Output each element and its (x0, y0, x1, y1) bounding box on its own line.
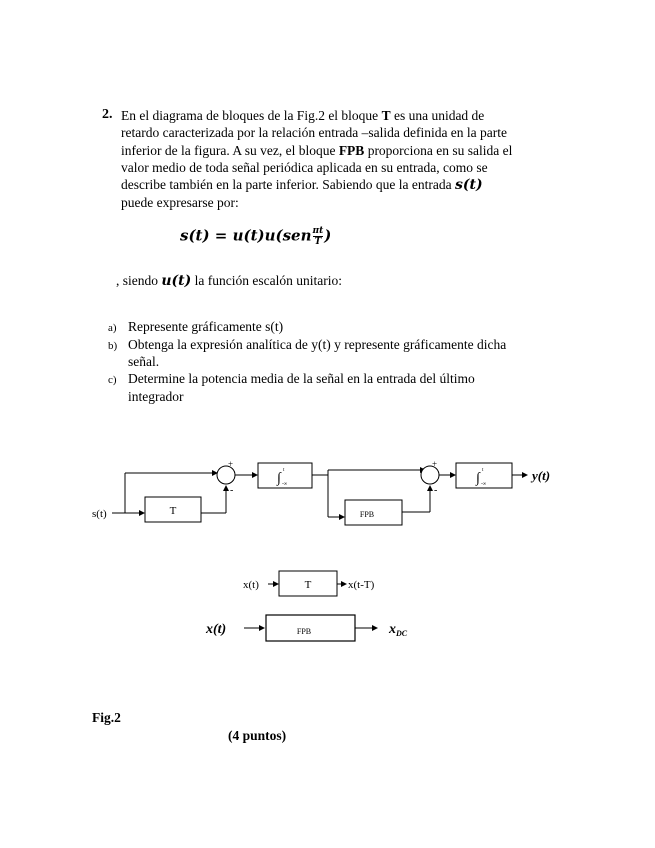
fpb-legend-output-sub: DC (396, 629, 408, 638)
after-formula-line (116, 272, 342, 290)
item-b-label: b) (108, 340, 118, 352)
paragraph-text: describe también en la parte inferior. Sabiendo que la entrada (121, 177, 455, 193)
paragraph-text: retardo caracterizada por la relación entrada –salida definida en la parte (121, 125, 508, 141)
integrator-2-upper: t (482, 468, 484, 473)
summer-2-minus: - (434, 485, 438, 496)
paragraph-line (121, 176, 591, 194)
delay-legend (240, 568, 390, 600)
summer-2-plus: + (432, 459, 438, 469)
input-label: s(t) (92, 508, 107, 520)
unit-step-symbol: u(t) (161, 273, 192, 289)
paragraph-line (121, 124, 591, 141)
formula-frac-num: πt (312, 226, 324, 236)
integrator-2-symbol: ∫ (476, 471, 480, 486)
paragraph-line (121, 194, 591, 211)
fpb-legend (200, 610, 430, 646)
integrator-2-lower: -∞ (481, 482, 487, 487)
item-a-text: Represente gráficamente s(t) (128, 319, 284, 334)
formula-rhs: ) (324, 226, 332, 245)
fpb-legend-output (388, 622, 408, 638)
question-paragraph (121, 107, 591, 212)
integrator-1-symbol: ∫ (277, 471, 281, 486)
formula-lhs: s(t) = u(t)u(sen (180, 226, 312, 245)
item-b-cont: señal. (128, 354, 160, 369)
formula-fraction (313, 226, 324, 247)
points-label: (4 puntos) (228, 728, 287, 743)
integrator-1-lower: -∞ (282, 482, 288, 487)
delay-block-label: T (169, 505, 177, 517)
block-diagram (80, 455, 570, 535)
delay-legend-output: x(t-T) (348, 579, 375, 591)
fpb-legend-output-main: x (389, 622, 396, 637)
paragraph-math: s(t) (455, 177, 483, 194)
fpb-block-label: FPB (359, 510, 375, 519)
paragraph-bold: T (381, 108, 391, 123)
after-formula-prefix: , siendo (116, 273, 162, 288)
paragraph-line (121, 107, 591, 124)
after-formula-suffix: la función escalón unitario: (191, 273, 342, 288)
paragraph-text: puede expresarse por: (121, 195, 239, 211)
integrator-1-upper: t (283, 468, 285, 473)
item-c-text: Determine la potencia media de la señal en la entrada del último (128, 371, 475, 386)
item-b (108, 336, 506, 355)
delay-legend-block-label: T (304, 579, 312, 591)
output-label: y(t) (532, 468, 551, 483)
summer-1-plus: + (228, 459, 234, 469)
fpb-legend-input: x(t) (206, 622, 227, 637)
item-a (108, 318, 283, 337)
figure-label: Fig.2 (92, 710, 121, 725)
paragraph-line (121, 142, 591, 159)
paragraph-bold: FPB (338, 142, 365, 158)
paragraph-text: inferior de la figura. A su vez, el bloque (121, 142, 339, 158)
question-number: 2. (102, 107, 113, 122)
item-b-text: Obtenga la expresión analítica de y(t) y represente gráficamente dicha (128, 337, 507, 352)
item-c-label: c) (108, 374, 117, 386)
paragraph-text: proporciona en su salida el (364, 142, 513, 158)
paragraph-line (121, 159, 591, 176)
fpb-legend-block-label: FPB (296, 627, 312, 636)
formula-frac-den: T (314, 237, 322, 247)
item-c-cont: integrador (128, 389, 184, 404)
paragraph-text: valor medio de toda señal periódica aplicada en su entrada, como se (121, 159, 488, 175)
delay-legend-input: x(t) (243, 579, 259, 591)
item-a-label: a) (108, 322, 117, 334)
formula (180, 226, 331, 247)
paragraph-text: En el diagrama de bloques de la Fig.2 el bloque (121, 108, 382, 123)
paragraph-text: es una unidad de (390, 108, 485, 123)
item-c (108, 370, 475, 389)
summer-1-minus: - (230, 485, 234, 496)
